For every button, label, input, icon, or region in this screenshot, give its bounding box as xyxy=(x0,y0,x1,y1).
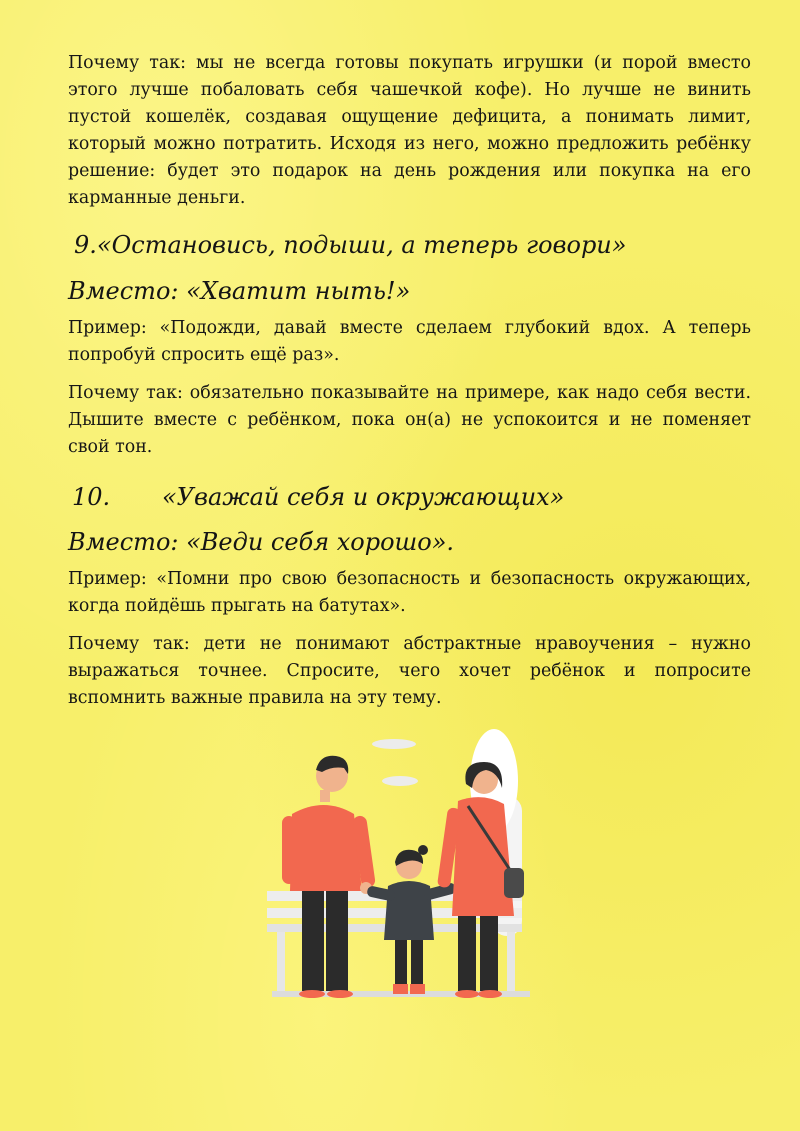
paragraph-why-toys: Почему так: мы не всегда готовы покупать игрушки (и порой вместо этого лучше побаловать себя чашечкой кофе). Но лучше не винить пустой кошелёк, создавая ощущение дефицита, а понимать лимит, который можно потратить. Исходя из него, можно предложить ребёнку решение: будет это подарок на день рождения или покупка на его карманные деньги. xyxy=(68,53,751,208)
paragraph-why-breathe: Почему так: обязательно показывайте на примере, как надо себя вести. Дышите вместе с ребёнком, пока он(а) не успокоится и не поменяет свой тон. xyxy=(68,383,751,457)
paragraph-why-safety: Почему так: дети не понимают абстрактные нравоучения – нужно выражаться точнее. Спросите, чего хочет ребёнок и попросите вспомнить важные правила на эту тему. xyxy=(68,634,751,708)
heading-10-number: 10. xyxy=(72,483,111,511)
paragraph-example-breathe: Пример: «Подожди, давай вместе сделаем глубокий вдох. А теперь попробуй спросить ещё раз». xyxy=(68,318,751,365)
father-figure xyxy=(282,756,376,998)
heading-10 xyxy=(72,480,564,514)
heading-10-instead: Вместо: «Веди себя хорошо». xyxy=(68,528,455,556)
heading-9: 9.«Остановись, подыши, а теперь говори» xyxy=(74,231,627,259)
heading-10-title: «Уважай себя и окружающих» xyxy=(162,483,565,511)
family-illustration xyxy=(262,726,537,1001)
cloud-icon xyxy=(372,739,416,749)
cloud-icon xyxy=(382,776,418,786)
paragraph-example-safety: Пример: «Помни про свою безопасность и безопасность окружающих, когда пойдёшь прыгать на батутах». xyxy=(68,569,751,616)
heading-9-instead: Вместо: «Хватит ныть!» xyxy=(68,277,411,305)
